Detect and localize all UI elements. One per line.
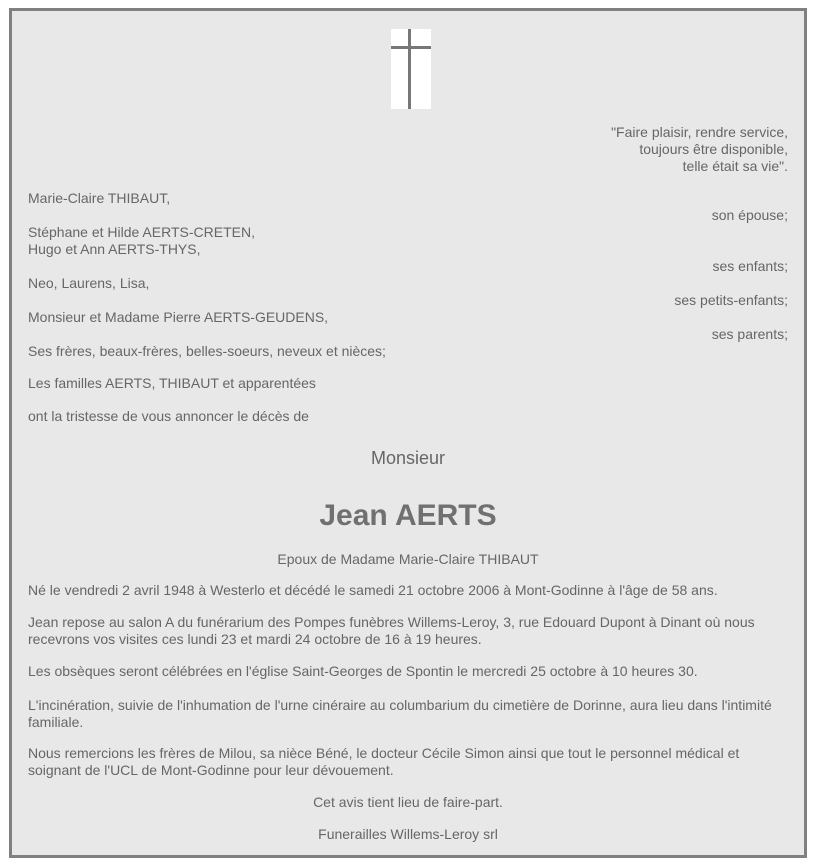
funeral-paragraph: Les obsèques seront célébrées en l'église Saint-Georges de Spontin le mercredi 25 octobre à 10 heures 30. — [28, 663, 698, 679]
funeral-home-signature: Funerailles Willems-Leroy srl — [318, 826, 498, 842]
spouse-line: Epoux de Madame Marie-Claire THIBAUT — [277, 551, 539, 567]
family-name-children-1: Stéphane et Hilde AERTS-CRETEN, — [28, 224, 255, 240]
family-name-children-2: Hugo et Ann AERTS-THYS, — [28, 241, 201, 257]
families-line: Les familles AERTS, THIBAUT et apparentées — [28, 375, 316, 391]
epitaph-quote — [611, 124, 788, 175]
family-relation-parents: ses parents; — [711, 326, 788, 342]
family-name-spouse: Marie-Claire THIBAUT, — [28, 190, 171, 206]
siblings-line: Ses frères, beaux-frères, belles-soeurs, neveux et nièces; — [28, 343, 386, 359]
deceased-name: Jean AERTS — [319, 499, 497, 532]
family-relation-children: ses enfants; — [712, 258, 788, 274]
quote-line: toujours être disponible, — [639, 141, 788, 157]
birth-death-paragraph: Né le vendredi 2 avril 1948 à Westerlo et décédé le samedi 21 octobre 2006 à Mont-Godinne à l'âge de 58 ans. — [28, 582, 718, 598]
cross-icon — [391, 29, 431, 109]
thanks-paragraph: Nous remercions les frères de Milou, sa nièce Béné, le docteur Cécile Simon ainsi que tout le personnel médical et soignant de l'UCL de Mont-Godinne pour leur dévouement. — [28, 745, 740, 778]
honorific: Monsieur — [370, 448, 446, 468]
cremation-paragraph: L'incinération, suivie de l'inhumation de l'urne cinéraire au columbarium du cimetière de Dorinne, aura lieu dans l'intimité familiale. — [28, 697, 772, 730]
quote-line: telle était sa vie". — [682, 158, 788, 174]
visitation-paragraph: Jean repose au salon A du funérarium des Pompes funèbres Willems-Leroy, 3, rue Edouard Dupont à Dinant où nous recevrons vos visites ces lundi 23 et mardi 24 octobre de 16 à 19 heures. — [28, 614, 755, 647]
family-name-grandchildren: Neo, Laurens, Lisa, — [28, 275, 150, 291]
quote-line: "Faire plaisir, rendre service, — [611, 124, 788, 140]
notice-line: Cet avis tient lieu de faire-part. — [313, 794, 503, 810]
announce-line: ont la tristesse de vous annoncer le décès de — [28, 408, 309, 424]
family-relation-spouse: son épouse; — [711, 207, 788, 223]
obituary-card — [9, 8, 807, 858]
family-name-parents: Monsieur et Madame Pierre AERTS-GEUDENS, — [28, 309, 329, 325]
family-relation-grandchildren: ses petits-enfants; — [674, 292, 788, 308]
